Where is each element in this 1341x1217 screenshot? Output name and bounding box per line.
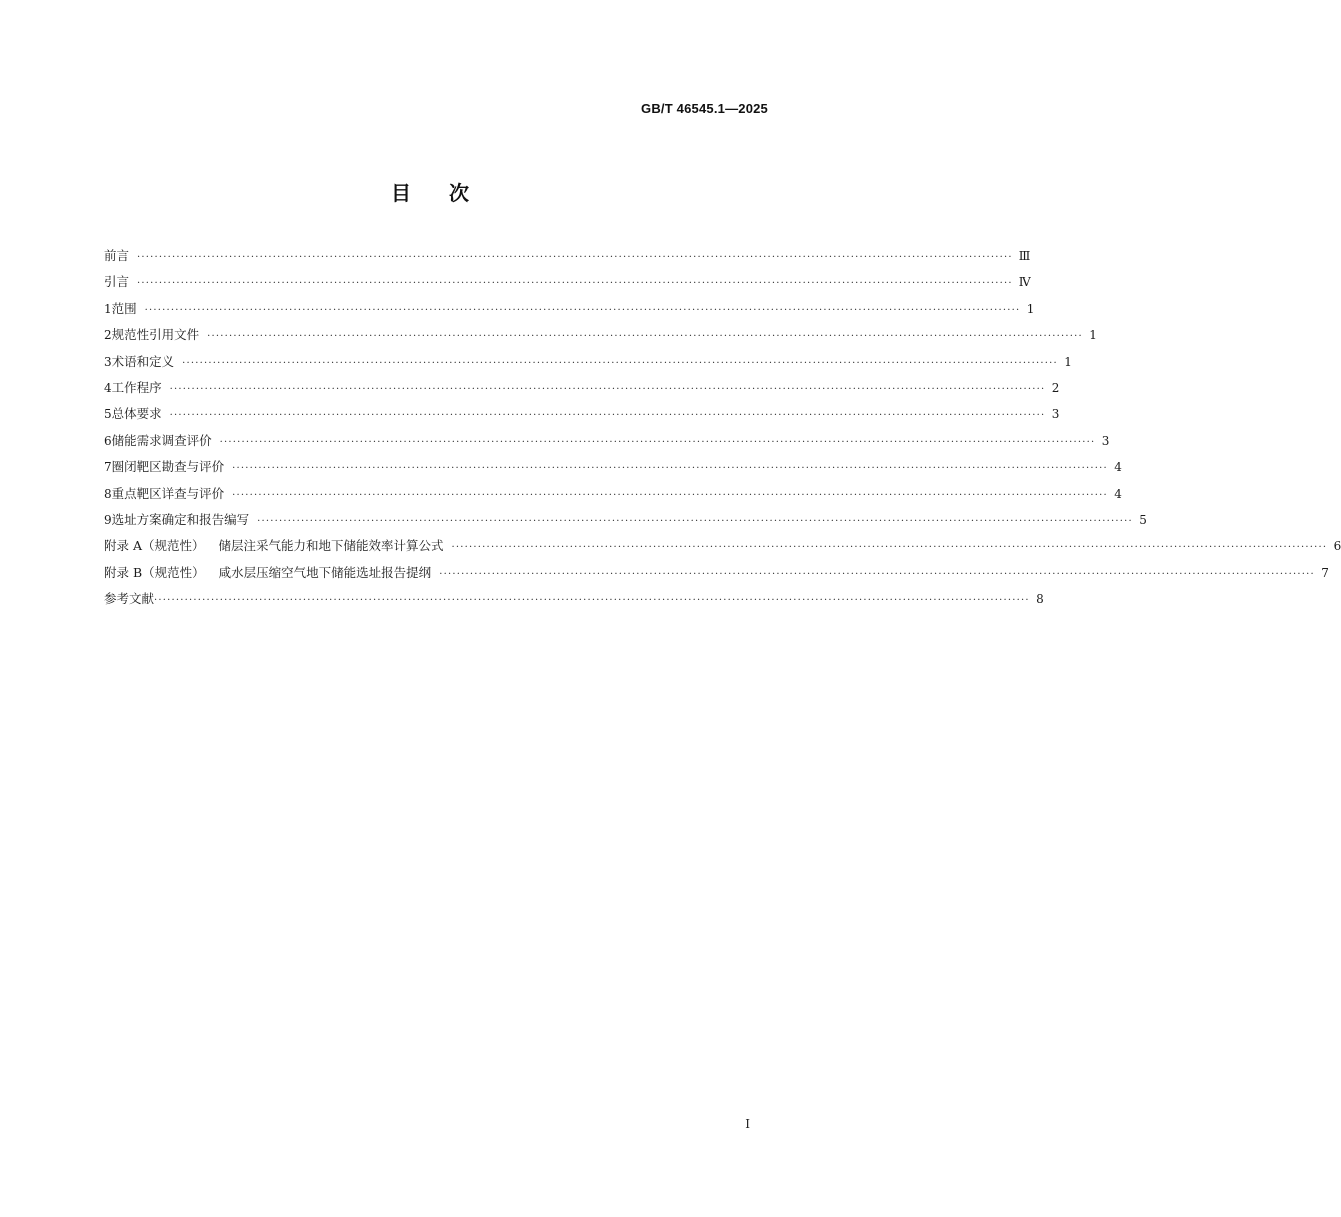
toc-entry-label bbox=[104, 589, 154, 609]
toc-entry-title: 选址方案确定和报告编写 bbox=[111, 511, 250, 527]
toc-leader-dots: ········································································································································································································ bbox=[169, 383, 1046, 395]
toc-entry[interactable] bbox=[104, 510, 1147, 536]
toc-leader-dots: ········································································································································································································ bbox=[257, 515, 1133, 527]
toc-leader-dots: ········································································································································································································ bbox=[169, 410, 1046, 422]
toc-leader-dots: ········································································································································································································ bbox=[137, 252, 1013, 263]
toc-entry-label bbox=[104, 536, 444, 556]
toc-leader-dots: ········································································································································································································ bbox=[219, 436, 1096, 448]
toc-leader-dots: ········································································································································································································ bbox=[207, 331, 1083, 343]
toc-entry-title: 范围 bbox=[111, 300, 137, 316]
page-title bbox=[0, 177, 860, 206]
toc-entry[interactable] bbox=[104, 272, 1031, 298]
toc-entry-number: 4 bbox=[104, 380, 112, 395]
toc-leader-dots: ········································································································································································································ bbox=[154, 595, 1030, 607]
toc-entry[interactable] bbox=[104, 484, 1122, 510]
toc-entry-title: 规范性引用文件 bbox=[111, 327, 200, 343]
toc-entry-label bbox=[112, 299, 137, 319]
table-of-contents bbox=[104, 246, 1341, 615]
toc-entry-subtitle: 咸水层压缩空气地下储能选址报告提纲 bbox=[218, 564, 432, 580]
toc-entry-page: 3 bbox=[1101, 433, 1110, 448]
toc-entry-page: 4 bbox=[1114, 460, 1122, 475]
toc-entry[interactable] bbox=[104, 431, 1110, 457]
toc-entry-label bbox=[104, 563, 431, 583]
toc-entry[interactable] bbox=[104, 536, 1341, 562]
toc-leader-dots: ········································································································································································································ bbox=[182, 357, 1058, 369]
toc-entry-page: 8 bbox=[1036, 592, 1044, 607]
toc-entry-title: 附录 A（规范性） bbox=[104, 538, 205, 554]
toc-leader-dots: ········································································································································································································ bbox=[232, 463, 1108, 475]
toc-entry-page: 2 bbox=[1051, 380, 1060, 395]
toc-entry[interactable] bbox=[104, 352, 1072, 378]
toc-entry-number: 9 bbox=[104, 512, 112, 527]
toc-entry-page: Ⅳ bbox=[1018, 275, 1031, 290]
toc-entry-label bbox=[112, 510, 250, 530]
toc-entry-label bbox=[112, 431, 212, 451]
toc-entry-title: 术语和定义 bbox=[111, 353, 175, 369]
toc-leader-dots: ········································································································································································································ bbox=[451, 542, 1328, 554]
toc-entry-label bbox=[104, 272, 129, 292]
toc-entry-title: 重点靶区详查与评价 bbox=[111, 485, 225, 501]
toc-leader-dots: ········································································································································································································ bbox=[144, 304, 1021, 316]
toc-entry-page: 1 bbox=[1026, 301, 1035, 316]
toc-entry-label bbox=[112, 352, 175, 372]
title-char-1: 目 bbox=[391, 181, 411, 205]
toc-entry-page: 3 bbox=[1051, 407, 1060, 422]
toc-entry-page: 5 bbox=[1139, 512, 1147, 527]
toc-entry[interactable] bbox=[104, 404, 1060, 430]
toc-entry-title: 前言 bbox=[104, 248, 130, 263]
toc-entry-page: 7 bbox=[1321, 565, 1329, 580]
toc-leader-dots: ········································································································································································································ bbox=[137, 278, 1013, 290]
toc-entry-title: 附录 B（规范性） bbox=[104, 564, 205, 580]
toc-entry-title: 工作程序 bbox=[111, 379, 162, 395]
toc-entry-number: 7 bbox=[104, 460, 112, 475]
toc-leader-dots: ········································································································································································································ bbox=[232, 489, 1108, 501]
toc-entry[interactable] bbox=[104, 246, 1031, 272]
page-number: I bbox=[745, 1117, 750, 1131]
toc-entry[interactable] bbox=[104, 325, 1097, 351]
toc-entry-subtitle: 储层注采气能力和地下储能效率计算公式 bbox=[218, 538, 444, 554]
standard-code: GB/T 46545.1—2025 bbox=[641, 101, 768, 116]
toc-entry-page: 1 bbox=[1064, 354, 1072, 369]
toc-entry-label bbox=[112, 404, 162, 424]
toc-leader-dots: ········································································································································································································ bbox=[439, 568, 1315, 580]
title-char-2: 次 bbox=[449, 181, 469, 205]
toc-entry-label bbox=[104, 246, 129, 266]
toc-entry[interactable] bbox=[104, 589, 1044, 615]
toc-entry-number: 1 bbox=[104, 301, 112, 316]
toc-entry[interactable] bbox=[104, 378, 1060, 404]
toc-entry[interactable] bbox=[104, 457, 1122, 483]
toc-entry-title: 引言 bbox=[104, 274, 130, 290]
toc-entry-label bbox=[112, 484, 225, 504]
toc-entry-number: 3 bbox=[104, 354, 112, 369]
toc-entry-number: 6 bbox=[104, 433, 112, 448]
toc-entry-page: Ⅲ bbox=[1018, 249, 1031, 263]
toc-entry-title: 圈闭靶区勘查与评价 bbox=[111, 459, 225, 475]
toc-entry-page: 1 bbox=[1089, 328, 1097, 343]
toc-entry[interactable] bbox=[104, 563, 1329, 589]
toc-entry-label bbox=[112, 457, 225, 477]
toc-entry-number: 2 bbox=[104, 328, 112, 343]
toc-entry-number: 8 bbox=[104, 486, 112, 501]
toc-entry-page: 4 bbox=[1114, 486, 1122, 501]
toc-entry-title: 参考文献 bbox=[104, 591, 155, 607]
toc-entry-label bbox=[112, 378, 162, 398]
toc-entry-number: 5 bbox=[104, 407, 112, 422]
toc-entry-title: 储能需求调查评价 bbox=[111, 432, 212, 448]
toc-entry[interactable] bbox=[104, 299, 1035, 325]
toc-entry-label bbox=[112, 325, 200, 345]
toc-entry-title: 总体要求 bbox=[111, 406, 162, 422]
toc-entry-page: 6 bbox=[1333, 539, 1341, 554]
